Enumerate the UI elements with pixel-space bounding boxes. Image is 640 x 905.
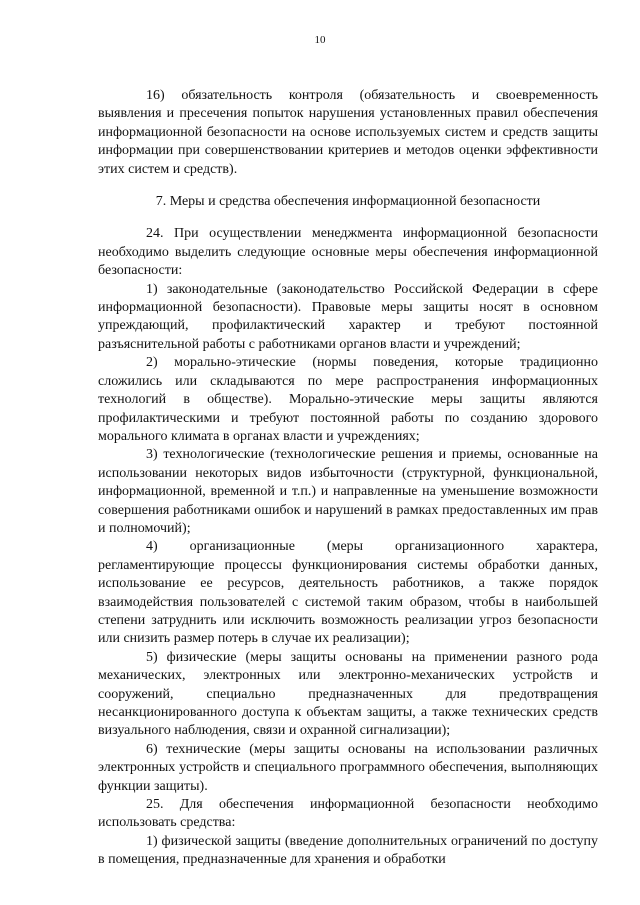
measure-item-3: 3) технологические (технологические решения и приемы, основанные на использовании некоторых видов избыточности (структурной, функциональной, информационной, временной и т.п.) и направленные на уменьшение возможности совершения работниками ошибок и нарушений в рамках предоставленных им прав и полномочий); bbox=[98, 447, 598, 536]
measure-item-5: 5) физические (меры защиты основаны на применении разного рода механических, электронных или электронно-механических устройств и сооружений, специально предназначенных для предотвращения несанкционированного доступа к объектам защиты, а также технических средств визуального наблюдения, связи и охранной сигнализации); bbox=[98, 649, 598, 739]
page-number: 10 bbox=[314, 34, 326, 46]
paragraph-24: 24. При осуществлении менеджмента информационной безопасности необходимо выделить следующие основные меры обеспечения информационной безопасности: bbox=[98, 226, 598, 279]
measure-item-1: 1) законодательные (законодательство Российской Федерации в сфере информационной безопасности). Правовые меры защиты носят в основном упреждающий, профилактический характер и требуют постоянной разъяснительной работы с работниками органов власти и учреждений; bbox=[98, 281, 598, 352]
document-body bbox=[98, 87, 598, 870]
section-heading: 7. Меры и средства обеспечения информационной безопасности bbox=[155, 194, 541, 210]
measure-item-2: 2) морально-этические (нормы поведения, которые традиционно сложились или складываются по мере распространения информационных технологий в обществе). Морально-этические меры защиты являются профилактическими и требуют постоянной работы по созданию здорового морального климата в органах власти и учреждениях; bbox=[98, 355, 598, 444]
measure-item-4: 4) организационные (меры организационного характера, регламентирующие процессы функционирования системы обработки данных, использование ее ресурсов, деятельность работников, а также порядок взаимодействия пользователей с системой таким образом, чтобы в наибольшей степени затруднить или исключить возможность реализации угроз безопасности или снизить размер потерь в случае их реализации); bbox=[98, 539, 598, 647]
paragraph-item-16: 16) обязательность контроля (обязательность и своевременность выявления и пресечения попыток нарушения установленных правил обеспечения информационной безопасности на основе используемых систем и средств защиты информации при совершенствовании критериев и методов оценки эффективности этих систем и средств). bbox=[98, 88, 598, 177]
measure-item-6: 6) технические (меры защиты основаны на использовании различных электронных устройств и специального программного обеспечения, выполняющих функции защиты). bbox=[98, 741, 598, 794]
means-item-1: 1) физической защиты (введение дополнительных ограничений по доступу в помещения, предназначенные для хранения и обработки bbox=[98, 833, 598, 868]
paragraph-25: 25. Для обеспечения информационной безопасности необходимо использовать средства: bbox=[98, 797, 598, 831]
